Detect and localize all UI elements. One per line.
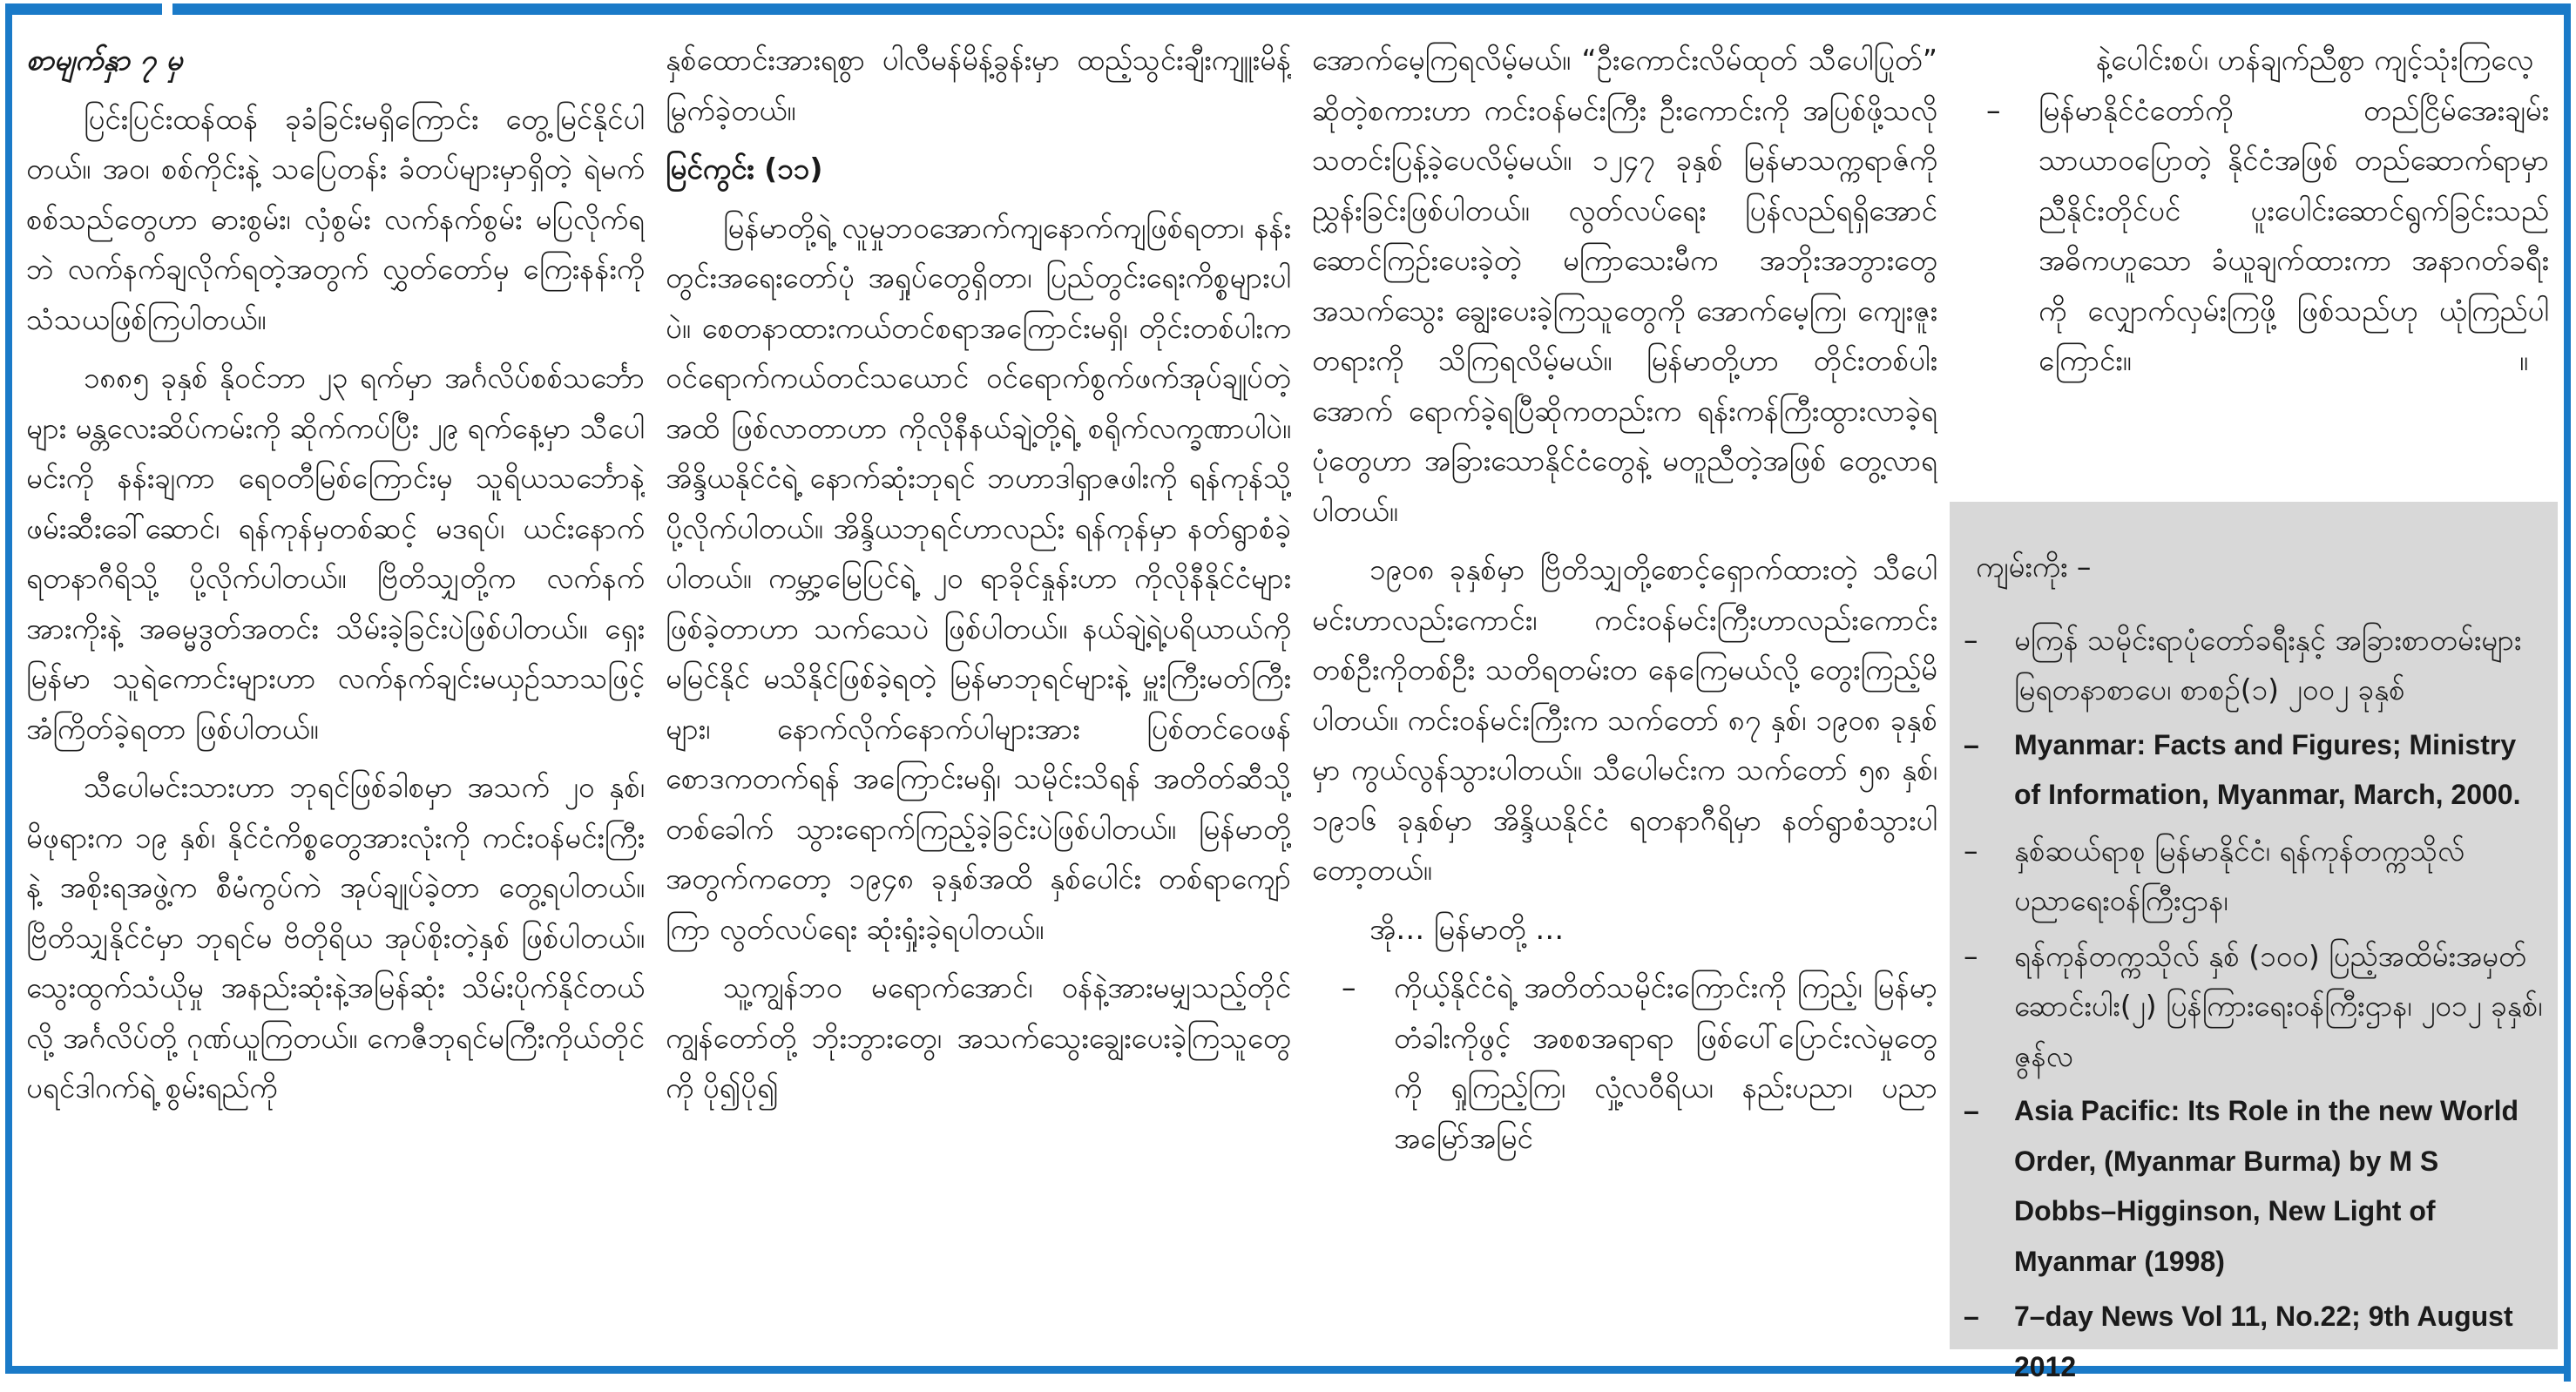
reference-item bbox=[1964, 720, 2544, 821]
dash-marker: – bbox=[1964, 728, 1979, 760]
reference-item bbox=[1964, 931, 2544, 1082]
dash-marker: – bbox=[1986, 92, 2001, 127]
continued-from-label: စာမျက်နှာ ၇ မှ bbox=[26, 43, 183, 77]
article-column-3 bbox=[1312, 35, 1937, 1359]
reference-text: နှစ်ဆယ်ရာစု မြန်မာနိုင်ငံ၊ ရန်ကုန်တက္ကသိုလ် ပညာရေးဝန်ကြီးဌာန၊ bbox=[2014, 833, 2465, 917]
section-heading: မြင်ကွင်း (၁၁) bbox=[666, 152, 823, 186]
reference-text: 7–day News Vol 11, No.22; 9th August 2012 bbox=[2014, 1301, 2513, 1382]
article-column-1 bbox=[26, 35, 645, 1359]
bullet-item bbox=[1969, 85, 2549, 386]
reference-text: Asia Pacific: Its Role in the new World Order, (Myanmar Burma) by M S Dobbs–Higginson, New Light of Myanmar (1998) bbox=[2014, 1095, 2519, 1277]
reference-item bbox=[1964, 615, 2544, 715]
bullet-text: ကိုယ့်နိုင်ငံရဲ့ အတိတ်သမိုင်းကြောင်းကို ကြည့်၊ မြန်မာ့တံခါးကိုဖွင့် အစစအရာရာ ဖြစ်ပေါ်ပြောင်းလဲမှုတွေကို ရှုကြည့်ကြ၊ လှုံ့လဝီရိယ၊ နည်းပညာ၊ ပညာအမြော်အမြင် bbox=[1394, 970, 1937, 1155]
reference-text: မကြန် သမိုင်းရာပုံတော်ခရီးနှင့် အခြားစာတမ်းများ မြရတနာစာပေ၊ စာစဉ်(၁) ၂၀၀၂ ခုနှစ် bbox=[2014, 622, 2522, 706]
paragraph: ၁၈၈၅ ခုနှစ် နိုဝင်ဘာ ၂၃ ရက်မှာ အင်္ဂလိပ်စစ်သင်္ဘောများ မန္တလေးဆိပ်ကမ်းကို ဆိုက်ကပ်ပြီး ၂၉ ရက်နေ့မှာ သီပေါမင်းကို နန်းချကာ ရေဝတီမြစ်ကြောင်းမှ သူရိယသင်္ဘောနဲ့ ဖမ်းဆီးခေါ်ဆောင်၊ ရန်ကုန်မှတစ်ဆင့် မဒရပ်၊ ယင်းနောက် ရတနာဂီရိသို့ ပို့လိုက်ပါတယ်။ ဗြိတိသျှတို့က လက်နက်အားကိုးနဲ့ အဓမ္မဒွတ်အတင်း သိမ်းခဲ့ခြင်းပဲဖြစ်ပါတယ်။ ရှေးမြန်မာ သူရဲကောင်းများဟာ လက်နက်ချင်းမယှဉ်သာသဖြင့် အံကြိတ်ခဲ့ရတာ ဖြစ်ပါတယ်။ bbox=[26, 361, 645, 746]
dash-marker: – bbox=[1964, 622, 1978, 657]
references-box bbox=[1950, 502, 2558, 1382]
paragraph: သူ့ကျွန်ဘဝ မရောက်အောင်၊ ဝန်နဲ့အားမမျှသည့်တိုင် ကျွန်တော်တို့ ဘိုးဘွားတွေ၊ အသက်သွေးချွေးပေးခဲ့ကြသူတွေကို ပို၍ပို၍ bbox=[666, 970, 1291, 1105]
dash-marker: – bbox=[1964, 1095, 1979, 1126]
paragraph: အောက်မေ့ကြရလိမ့်မယ်။ “ဦးကောင်းလိမ်ထုတ် သီပေါပြုတ်” ဆိုတဲ့စကားဟာ ကင်းဝန်မင်းကြီး ဦးကောင်းကို အပြစ်ဖို့သလို သတင်းပြန့်ခဲ့ပေလိမ့်မယ်။ ၁၂၄၇ ခုနှစ် မြန်မာသက္ကရာဇ်ကို ညွှန်းခြင်းဖြစ်ပါတယ်။ လွတ်လပ်ရေး ပြန်လည်ရရှိအောင် ဆောင်ကြဉ်းပေးခဲ့တဲ့ မကြာသေးမီက အဘိုးအဘွားတွေ အသက်သွေး ချွေးပေးခဲ့ကြသူတွေကို အောက်မေ့ကြ၊ ကျေးဇူးတရားကို သိကြရလိမ့်မယ်။ မြန်မာတို့ဟာ တိုင်းတစ်ပါးအောက် ရောက်ခဲ့ရပြီဆိုကတည်းက ရန်းကန်ကြီးထွားလာခဲ့ရပုံတွေဟာ အခြားသောနိုင်ငံတွေနဲ့ မတူညီတဲ့အဖြစ် တွေ့လာရပါတယ်။ bbox=[1312, 43, 1937, 528]
dash-marker: – bbox=[1964, 833, 1978, 868]
references-title: ကျမ်းကိုး – bbox=[1976, 550, 2092, 584]
right-border bbox=[2564, 9, 2571, 1382]
reference-item bbox=[1964, 1292, 2544, 1392]
dash-marker: – bbox=[1964, 1301, 1979, 1332]
reference-item bbox=[1964, 1086, 2544, 1287]
reference-text: Myanmar: Facts and Figures; Ministry of Information, Myanmar, March, 2000. bbox=[2014, 728, 2521, 810]
dash-marker: – bbox=[1964, 938, 1978, 973]
dash-marker: – bbox=[1342, 970, 1356, 1004]
bullet-item bbox=[1336, 963, 1937, 1163]
end-mark: ။ bbox=[2519, 343, 2528, 377]
paragraph: ၁၉၀၈ ခုနှစ်မှာ ဗြိတိသျှတို့စောင့်ရှောက်ထားတဲ့ သီပေါမင်းဟာလည်းကောင်း၊ ကင်းဝန်မင်းကြီးဟာလည်းကောင်း တစ်ဦးကိုတစ်ဦး သတိရတမ်းတ နေကြေမယ်လို့ တွေးကြည့်မိပါတယ်။ ကင်းဝန်မင်းကြီးက သက်တော် ၈၇ နှစ်၊ ၁၉၀၈ ခုနှစ်မှာ ကွယ်လွန်သွားပါတယ်။ သီပေါမင်းက သက်တော် ၅၈ နှစ်၊ ၁၉၁၆ ခုနှစ်မှာ အိန္ဒိယနိုင်ငံ ရတနာဂီရိမှာ နတ်ရွာစံသွားပါတော့တယ်။ bbox=[1312, 552, 1937, 887]
article-column-4 bbox=[1969, 35, 2549, 523]
paragraph: သီပေါမင်းသားဟာ ဘုရင်ဖြစ်ခါစမှာ အသက် ၂၀ နှစ်၊ မိဖုရားက ၁၉ နှစ်၊ နိုင်ငံကိစ္စတွေအားလုံးကို ကင်းဝန်မင်းကြီးနဲ့ အစိုးရအဖွဲ့က စီမံကွပ်ကဲ အုပ်ချုပ်ခဲ့တာ တွေ့ရပါတယ်။ ဗြိတိသျှနိုင်ငံမှာ ဘုရင်မ ဗိတိုရိယ အုပ်စိုးတဲ့နှစ် ဖြစ်ပါတယ်။ သွေးထွက်သံယိုမှု အနည်းဆုံးနဲ့အမြန်ဆုံး သိမ်းပိုက်နိုင်တယ်လို့ အင်္ဂလိပ်တို့ ဂုဏ်ယူကြတယ်။ ကေဇီဘုရင်မကြီးကိုယ်တိုင် ပရင်ဒါဂက်ရဲ့ စွမ်းရည်ကို bbox=[26, 770, 645, 1105]
paragraph: မြန်မာတို့ရဲ့ လူမှုဘဝအောက်ကျနောက်ကျဖြစ်ရတာ၊ နန်းတွင်းအရေးတော်ပုံ အရှုပ်တွေရှိတာ၊ ပြည်တွင်းရေးကိစ္စများပါပဲ။ စေတနာထားကယ်တင်စရာအကြောင်းမရှိ၊ တိုင်းတစ်ပါးက ဝင်ရောက်ကယ်တင်သယောင် ဝင်ရောက်စွက်ဖက်အုပ်ချုပ်တဲ့အထိ ဖြစ်လာတာဟာ ကိုလိုနီနယ်ချဲ့တို့ရဲ့ စရိုက်လက္ခဏာပါပဲ။ အိန္ဒိယနိုင်ငံရဲ့ နောက်ဆုံးဘုရင် ဘဟာဒါရှာဇဖါးကို ရန်ကုန်သို့ ပို့လိုက်ပါတယ်။ အိန္ဒိယဘုရင်ဟာလည်း ရန်ကုန်မှာ နတ်ရွာစံခဲ့ပါတယ်။ ကမ္ဘာ့မြေပြင်ရဲ့ ၂၀ ရာခိုင်နှုန်းဟာ ကိုလိုနီနိုင်ငံများ ဖြစ်ခဲ့တာဟာ သက်သေပဲ ဖြစ်ပါတယ်။ နယ်ချဲ့ရဲ့ပရိယာယ်ကို မမြင်နိုင် မသိနိုင်ဖြစ်ခဲ့ရတဲ့ မြန်မာဘုရင်များနဲ့ မှူးကြီးမတ်ကြီးများ၊ နောက်လိုက်နောက်ပါများအား ပြစ်တင်ဝေဖန်စောဒကတက်ရန် အကြောင်းမရှိ၊ သမိုင်းသိရန် အတိတ်ဆီသို့တစ်ခေါက် သွားရောက်ကြည့်ခဲ့ခြင်းပဲဖြစ်ပါတယ်။ မြန်မာတို့အတွက်ကတော့ ၁၉၄၈ ခုနှစ်အထိ နှစ်ပေါင်း တစ်ရာကျော်ကြာ လွတ်လပ်ရေး ဆုံးရှုံးခဲ့ရပါတယ်။ bbox=[666, 210, 1291, 946]
article-column-2 bbox=[666, 35, 1291, 1359]
reference-item bbox=[1964, 826, 2544, 926]
bullet-text: မြန်မာနိုင်ငံတော်ကို တည်ငြိမ်အေးချမ်းသာယာဝပြောတဲ့ နိုင်ငံအဖြစ် တည်ဆောက်ရာမှာ ညီနိုင်းတိုင်ပင် ပူးပေါင်းဆောင်ရွက်ခြင်းသည်အဓိကဟူသော ခံယူချက်ထားကာ အနာဂတ်ခရီးကို လျှောက်လှမ်းကြဖို့ ဖြစ်သည်ဟု ယုံကြည်ပါကြောင်း။ bbox=[2038, 92, 2549, 377]
bullet-continuation: နဲ့ပေါင်းစပ်၊ ဟန်ချက်ညီစွာ ကျင့်သုံးကြလေ့ bbox=[2096, 43, 2534, 77]
paragraph: ပြင်းပြင်းထန်ထန် ခုခံခြင်းမရှိကြောင်း တွေ့မြင်နိုင်ပါတယ်။ အဝ၊ စစ်ကိုင်းနဲ့ သပြေတန်း ခံတပ်များမှာရှိတဲ့ ရဲမက်စစ်သည်တွေဟာ ဓားစွမ်း၊ လှံစွမ်း လက်နက်စွမ်း မပြလိုက်ရဘဲ လက်နက်ချလိုက်ရတဲ့အတွက် လွှတ်တော်မှ ကြေးနန်းကို သံသယဖြစ်ကြပါတယ်။ bbox=[26, 101, 645, 336]
paragraph: နှစ်ထောင်းအားရစွာ ပါလီမန်မိန့်ခွန်းမှာ ထည့်သွင်းချီးကျူးမိန့်မြွက်ခဲ့တယ်။ bbox=[666, 43, 1291, 127]
reference-text: ရန်ကုန်တက္ကသိုလ် နှစ် (၁၀၀) ပြည့်အထိမ်းအမှတ်ဆောင်းပါး(၂) ပြန်ကြားရေးဝန်ကြီးဌာန၊ ၂၀၁၂ ခုနှစ်၊ ဇွန်လ bbox=[2014, 938, 2543, 1073]
lead-line: အို… မြန်မာတို့ … bbox=[1369, 911, 1565, 946]
